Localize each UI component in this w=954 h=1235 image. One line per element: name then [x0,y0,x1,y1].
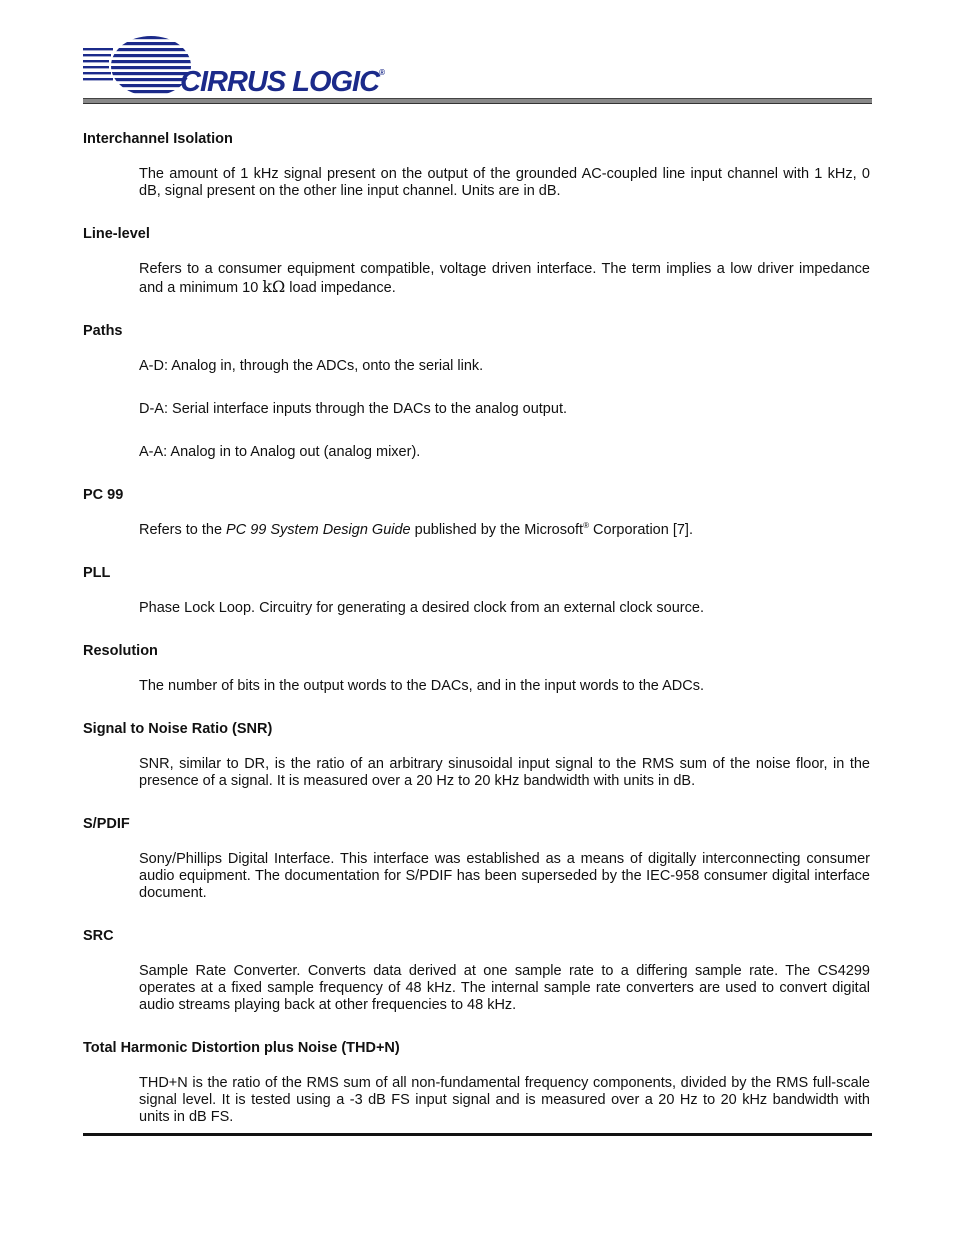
header-rule [83,98,872,104]
glossary-entry [83,565,870,617]
term-definition: Sample Rate Converter. Converts data derived at one sample rate to a differing sample rate. The CS4299 operates at a fixed sample frequency of 48 kHz. The internal sample rate converters are used to convert digital audio streams playing back at other frequencies to 48 kHz. [139,963,870,1013]
glossary-entry [83,816,870,902]
glossary-entry [83,1040,870,1126]
glossary-entry [83,487,870,539]
term-heading: Interchannel Isolation [83,131,233,147]
term-heading: Signal to Noise Ratio (SNR) [83,721,273,737]
glossary-entry [83,721,870,790]
path-item: D-A: Serial interface inputs through the DACs to the analog output. [139,401,567,417]
term-definition: The amount of 1 kHz signal present on the output of the grounded AC-coupled line input channel with 1 kHz, 0 dB, signal present on the other line input channel. Units are in dB. [139,166,870,199]
term-heading: SRC [83,928,114,944]
glossary-entry [83,643,870,695]
document-title: PC 99 System Design Guide [226,522,411,538]
term-heading: Paths [83,323,123,339]
brand-name: CIRRUS LOGIC® [180,66,384,98]
term-definition: SNR, similar to DR, is the ratio of an arbitrary sinusoidal input signal to the RMS sum of the noise floor, in the presence of a signal. It is measured over a 20 Hz to 20 kHz bandwidth with units in dB. [139,756,870,789]
glossary-entry [83,928,870,1014]
term-heading: PLL [83,565,111,581]
glossary-entry [83,131,870,200]
term-definition: Sony/Phillips Digital Interface. This interface was established as a means of digitally interconnecting consumer audio equipment. The documentation for S/PDIF has been superseded by the IEC-958 consumer digital interface document. [139,851,870,901]
term-heading: PC 99 [83,487,124,503]
glossary-entry [83,323,870,461]
term-heading: S/PDIF [83,816,130,832]
term-definition [139,358,870,461]
term-definition: The number of bits in the output words to the DACs, and in the input words to the ADCs. [139,678,704,694]
term-definition: THD+N is the ratio of the RMS sum of all non-fundamental frequency components, divided by the RMS full-scale signal level. It is tested using a -3 dB FS input signal and is measured over a 20 Hz to 20 kHz bandwidth with units in dB FS. [139,1075,870,1125]
term-definition: Phase Lock Loop. Circuitry for generating a desired clock from an external clock source. [139,600,704,616]
cirrus-logic-logo-icon [83,34,193,98]
glossary [83,131,870,1152]
glossary-entry [83,226,870,297]
term-definition: Refers to a consumer equipment compatible, voltage driven interface. The term implies a low driver impedance and a minimum 10 kΩ load impedance. [139,261,870,296]
path-item: A-A: Analog in to Analog out (analog mixer). [139,444,421,460]
path-item: A-D: Analog in, through the ADCs, onto the serial link. [139,358,484,374]
footer-rule [83,1133,872,1136]
term-heading: Total Harmonic Distortion plus Noise (THD+N) [83,1040,400,1056]
term-definition: Refers to the PC 99 System Design Guide published by the Microsoft® Corporation [7]. [139,521,693,538]
term-heading: Line-level [83,226,150,242]
term-heading: Resolution [83,643,158,659]
